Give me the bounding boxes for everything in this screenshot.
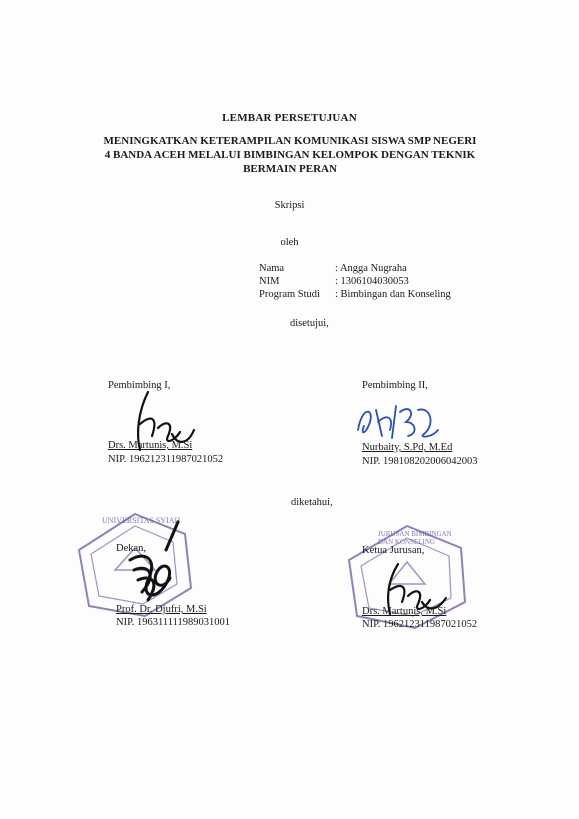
advisor1-nip: NIP. 196212311987021052 xyxy=(108,454,224,465)
acknowledged-label: diketahui, xyxy=(291,497,333,508)
left-stamp-text: UNIVERSITAS SYIAH xyxy=(102,516,181,525)
head-role: Ketua Jurusan, xyxy=(362,545,425,556)
by-label: oleh xyxy=(280,237,299,248)
author-nim-label: NIM xyxy=(259,276,280,287)
author-name-label: Nama xyxy=(259,263,285,274)
author-program-label: Program Studi xyxy=(259,289,320,300)
thesis-title-line: 4 BANDA ACEH MELALUI BIMBINGAN KELOMPOK DENGAN TEKNIK xyxy=(104,149,476,161)
thesis-title-line: MENINGKATKAN KETERAMPILAN KOMUNIKASI SISWA SMP NEGERI xyxy=(103,135,477,147)
author-program-value: : Bimbingan dan Konseling xyxy=(335,289,451,300)
dean-role: Dekan, xyxy=(116,543,147,554)
author-name-value: : Angga Nugraha xyxy=(335,263,407,274)
advisor2-role: Pembimbing II, xyxy=(362,380,428,391)
thesis-title-line: BERMAIN PERAN xyxy=(243,163,337,175)
advisor2-name: Nurbaity, S.Pd, M.Ed xyxy=(362,442,453,453)
head-nip: NIP. 196212311987021052 xyxy=(362,619,478,630)
page-title: LEMBAR PERSETUJUAN xyxy=(222,112,357,124)
advisor2-signature-icon xyxy=(352,400,442,444)
advisor1-role: Pembimbing I, xyxy=(108,380,171,391)
thesis-title xyxy=(95,134,485,176)
author-nim-value: : 1306104030053 xyxy=(335,276,409,287)
document-type: Skripsi xyxy=(274,200,305,211)
approved-label: disetujui, xyxy=(290,318,329,329)
head-name: Drs. Martunis, M.Si xyxy=(362,606,447,617)
dean-name: Prof. Dr. Djufri, M.Si xyxy=(116,604,207,615)
dean-signature-icon xyxy=(118,520,188,610)
dean-nip: NIP. 196311111989031001 xyxy=(116,617,230,628)
advisor2-nip: NIP. 198108202006042003 xyxy=(362,456,478,467)
advisor1-name: Drs. Martunis, M.Si xyxy=(108,440,193,451)
right-stamp-text: JURUSAN BIMBINGAN DAN KONSELING xyxy=(378,530,452,546)
